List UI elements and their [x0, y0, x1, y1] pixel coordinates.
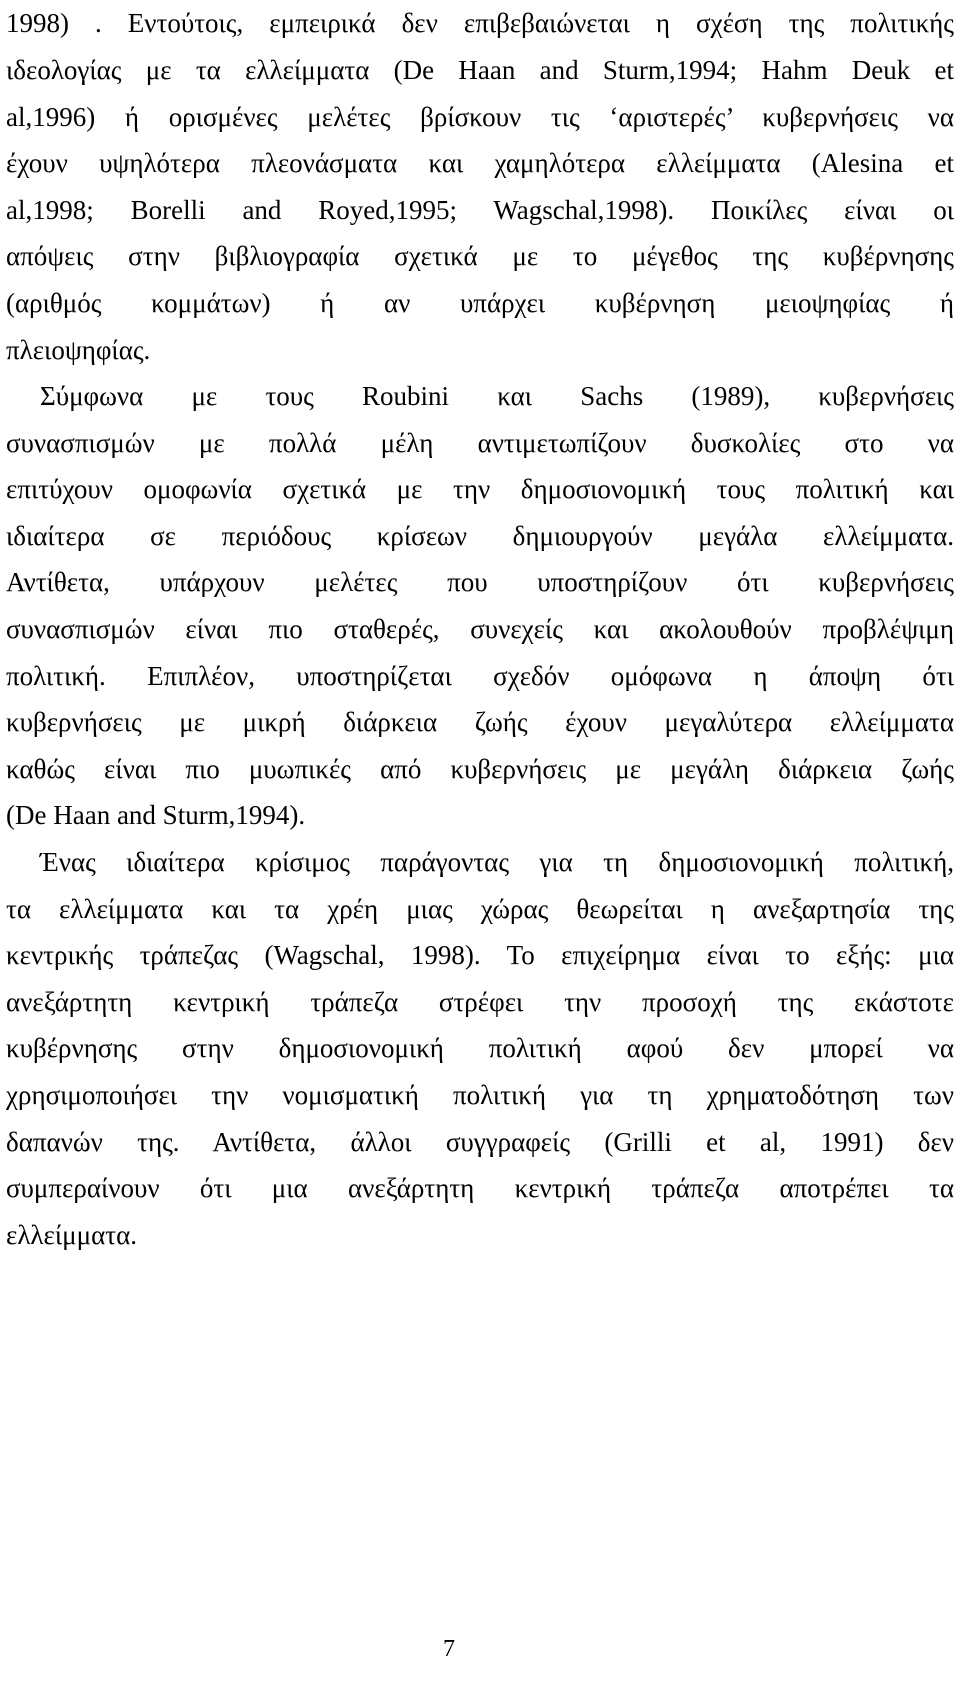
text-line: (αριθμός κομμάτων) ή αν υπάρχει κυβέρνηση μειοψηφίας ή [6, 288, 954, 318]
text-line: συνασπισμών είναι πιο σταθερές, συνεχείς και ακολουθούν προβλέψιμη [6, 614, 954, 644]
text-line: ανεξάρτητη κεντρική τράπεζα στρέφει την προσοχή της εκάστοτε [6, 987, 954, 1017]
text-line: κυβερνήσεις με μικρή διάρκεια ζωής έχουν μεγαλύτερα ελλείμματα [6, 707, 954, 737]
text-line: απόψεις στην βιβλιογραφία σχετικά με το μέγεθος της κυβέρνησης [6, 241, 954, 271]
text-line: ιδιαίτερα σε περιόδους κρίσεων δημιουργούν μεγάλα ελλείμματα. [6, 521, 954, 551]
text-line: πλειοψηφίας. [6, 335, 151, 365]
paragraph-first-line: Σύμφωνα με τους Roubini και Sachs (1989), κυβερνήσεις [40, 381, 954, 411]
text-line: 1998) . Εντούτοις, εμπειρικά δεν επιβεβαιώνεται η σχέση της πολιτικής [6, 8, 954, 38]
page-number: 7 [443, 1636, 455, 1662]
text-line: καθώς είναι πιο μυωπικές από κυβερνήσεις με μεγάλη διάρκεια ζωής [6, 754, 954, 784]
text-line: κυβέρνησης στην δημοσιονομική πολιτική αφού δεν μπορεί να [6, 1033, 954, 1063]
text-line: συνασπισμών με πολλά μέλη αντιμετωπίζουν δυσκολίες στο να [6, 428, 954, 458]
text-line: τα ελλείμματα και τα χρέη μιας χώρας θεωρείται η ανεξαρτησία της [6, 894, 954, 924]
text-line: ιδεολογίας με τα ελλείμματα (De Haan and Sturm,1994; Hahm Deuk et [6, 55, 954, 85]
text-line: κεντρικής τράπεζας (Wagschal, 1998). Το επιχείρημα είναι το εξής: μια [6, 940, 954, 970]
text-line: al,1996) ή ορισμένες μελέτες βρίσκουν τις ‘αριστερές’ κυβερνήσεις να [6, 102, 954, 132]
text-line: έχουν υψηλότερα πλεονάσματα και χαμηλότερα ελλείμματα (Alesina et [6, 148, 954, 178]
paragraph-first-line: Ένας ιδιαίτερα κρίσιμος παράγοντας για τη δημοσιονομική πολιτική, [40, 847, 954, 877]
text-line: (De Haan and Sturm,1994). [6, 800, 306, 830]
text-line: ελλείμματα. [6, 1220, 137, 1250]
text-line: δαπανών της. Αντίθετα, άλλοι συγγραφείς (Grilli et al, 1991) δεν [6, 1127, 954, 1157]
text-line: al,1998; Borelli and Royed,1995; Wagschal,1998). Ποικίλες είναι οι [6, 195, 954, 225]
text-line: πολιτική. Επιπλέον, υποστηρίζεται σχεδόν ομόφωνα η άποψη ότι [6, 661, 954, 691]
text-line: χρησιμοποιήσει την νομισματική πολιτική για τη χρηματοδότηση των [6, 1080, 954, 1110]
text-line: Αντίθετα, υπάρχουν μελέτες που υποστηρίζουν ότι κυβερνήσεις [6, 567, 954, 597]
text-line: συμπεραίνουν ότι μια ανεξάρτητη κεντρική τράπεζα αποτρέπει τα [6, 1173, 954, 1203]
text-line: επιτύχουν ομοφωνία σχετικά με την δημοσιονομική τους πολιτική και [6, 474, 954, 504]
